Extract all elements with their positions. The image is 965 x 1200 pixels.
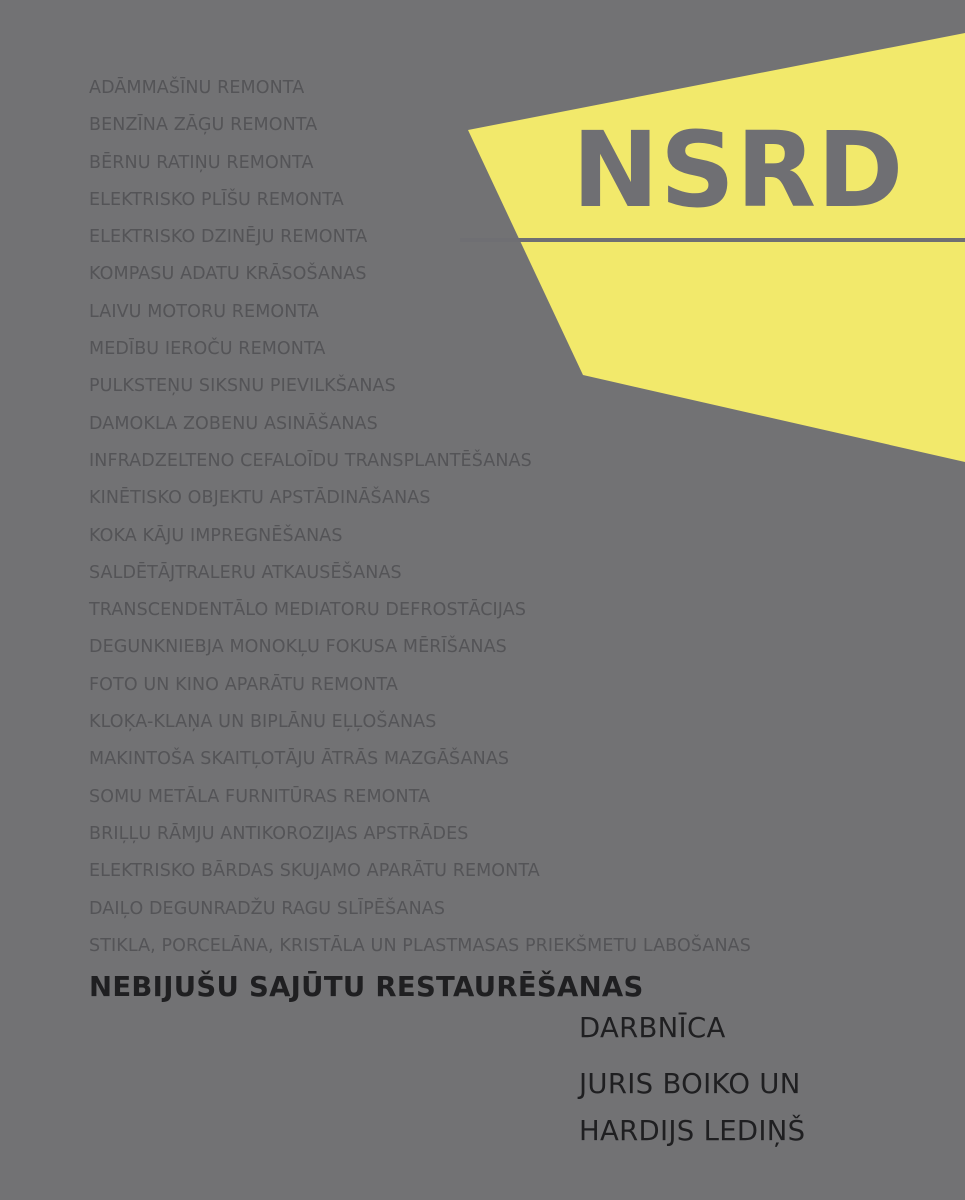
- service-item: KOKA KĀJU IMPREGNĒŠANAS: [89, 525, 343, 546]
- logo-text: NSRD: [572, 109, 905, 231]
- service-item: TRANSCENDENTĀLO MEDIATORU DEFROSTĀCIJAS: [89, 600, 527, 621]
- service-item: BĒRNU RATIŅU REMONTA: [89, 152, 314, 173]
- service-item: MAKINTOŠA SKAITĻOTĀJU ĀTRĀS MAZGĀŠANAS: [89, 749, 510, 770]
- book-title: NEBIJUŠU SAJŪTU RESTAURĒŠANAS: [89, 971, 644, 1003]
- service-item: BENZĪNA ZĀĢU REMONTA: [89, 115, 318, 136]
- service-item: PULKSTEŅU SIKSNU PIEVILKŠANAS: [89, 376, 396, 397]
- service-item: KOMPASU ADATU KRĀSOŠANAS: [89, 264, 367, 285]
- service-item: LAIVU MOTORU REMONTA: [89, 301, 319, 322]
- book-subtitle: DARBNĪCA: [579, 1012, 726, 1044]
- service-item: KLOĶA-KLAŅA UN BIPLĀNU EĻĻOŠANAS: [89, 712, 437, 733]
- service-item: SOMU METĀLA FURNITŪRAS REMONTA: [89, 786, 431, 807]
- service-item: DAMOKLA ZOBENU ASINĀŠANAS: [89, 413, 378, 434]
- service-item: ADĀMMAŠĪNU REMONTA: [89, 78, 305, 98]
- author-line: JURIS BOIKO UN: [579, 1068, 801, 1100]
- service-item: MEDĪBU IEROČU REMONTA: [89, 339, 326, 360]
- service-item: ELEKTRISKO PLĪŠU REMONTA: [89, 189, 344, 210]
- service-item: FOTO UN KINO APARĀTU REMONTA: [89, 674, 398, 695]
- service-item: SALDĒTĀJTRALERU ATKAUSĒŠANAS: [89, 562, 402, 583]
- service-item: INFRADZELTENO CEFALOĪDU TRANSPLANTĒŠANAS: [89, 450, 532, 471]
- service-item: KINĒTISKO OBJEKTU APSTĀDINĀŠANAS: [89, 488, 431, 509]
- service-item: BRIĻĻU RĀMJU ANTIKOROZIJAS APSTRĀDES: [89, 823, 469, 844]
- service-item: ELEKTRISKO DZINĒJU REMONTA: [89, 227, 368, 248]
- service-item: DEGUNKNIEBJA MONOKĻU FOKUSA MĒRĪŠANAS: [89, 637, 507, 658]
- services-list: [89, 70, 751, 965]
- service-item: STIKLA, PORCELĀNA, KRISTĀLA UN PLASTMASAS PRIEKŠMETU LABOŠANAS: [89, 935, 751, 956]
- service-item: DAIĻO DEGUNRADŽU RAGU SLĪPĒŠANAS: [89, 898, 446, 919]
- author-line: HARDIJS LEDIŅŠ: [579, 1115, 806, 1147]
- service-item: ELEKTRISKO BĀRDAS SKUJAMO APARĀTU REMONTA: [89, 861, 540, 882]
